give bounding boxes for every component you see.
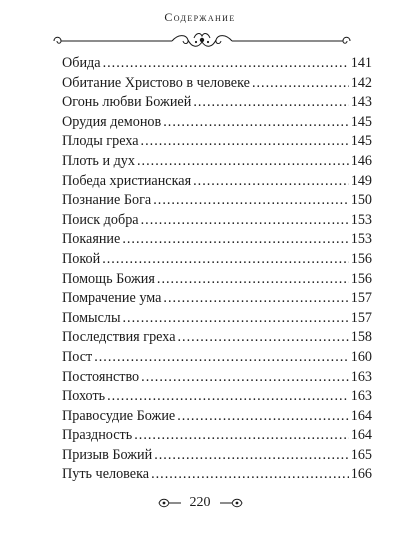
toc-entry-page: 145 [350,113,372,130]
toc-entry-page: 157 [350,309,372,326]
toc-entry [62,250,372,270]
toc-entry-page: 146 [350,152,372,169]
toc-entry [62,328,372,348]
toc-entry [62,132,372,152]
toc-entry [62,74,372,94]
dot-leader [102,250,349,270]
toc-entry [62,309,372,329]
toc-entry-page: 156 [350,250,372,267]
toc-entry [62,152,372,172]
toc-entry [62,426,372,446]
dot-leader [193,93,348,113]
toc-entry [62,270,372,290]
ornament-divider-icon [52,30,352,52]
page-footer [0,493,400,513]
dot-leader [178,328,349,348]
toc-entry-page: 158 [350,329,372,346]
toc-entry-title: Обида [62,55,101,71]
dot-leader [134,426,349,446]
toc-entry-title: Призыв Божий [62,446,153,463]
toc-entry-title: Плоть и дух [62,152,135,169]
toc-entry [62,407,372,427]
dot-leader [154,446,349,466]
toc-entry-title: Поиск добра [62,211,139,228]
toc-entry-title: Покаяние [62,231,121,248]
toc-entry [62,368,372,388]
toc-entry [62,93,372,113]
toc-entry-title: Постоянство [62,368,140,385]
dot-leader [153,191,348,211]
page-number: 220 [189,495,211,510]
dot-leader [103,54,349,74]
dot-leader [252,74,349,94]
toc-entry-title: Помыслы [62,309,121,326]
toc-entry-title: Путь человека [62,466,150,483]
dot-leader [177,407,348,427]
toc-entry-page: 165 [350,446,372,463]
toc-entry [62,191,372,211]
toc-entry-title: Победа христианская [62,172,192,189]
toc-entry-title: Познание Бога [62,192,152,209]
dot-leader [122,230,348,250]
toc-entry-title: Плоды греха [62,133,139,150]
toc-entry [62,289,372,309]
dot-leader [141,211,349,231]
toc-entry [62,446,372,466]
toc-entry-page: 164 [350,427,372,444]
toc-entry-title: Помощь Божия [62,270,155,287]
toc-entry-title: Помрачение ума [62,290,162,307]
toc-entry-title: Огонь любви Божией [62,94,192,111]
toc-entry [62,211,372,231]
toc-entry-page: 156 [350,270,372,287]
toc-entry-page: 164 [350,407,372,424]
toc-entry-page: 163 [350,368,372,385]
toc-entry-title: Похоть [62,388,106,405]
flourish-right-icon [218,497,244,509]
toc-entry-title: Пост [62,348,93,365]
toc-entry [62,54,372,74]
toc-entry-title: Праздность [62,427,133,444]
dot-leader [163,289,348,309]
toc-entry-page: 145 [350,133,372,150]
toc-entry-page: 160 [350,348,372,365]
toc-entry-title: Орудия демонов [62,113,162,130]
toc-entry [62,172,372,192]
dot-leader [94,348,349,368]
dot-leader [151,465,349,485]
table-of-contents [62,54,372,485]
toc-entry [62,465,372,485]
toc-entry-page: 166 [350,466,372,483]
toc-entry-page: 157 [350,290,372,307]
flourish-left-icon [157,497,183,509]
dot-leader [141,368,349,388]
toc-entry-title: Правосудие Божие [62,407,176,424]
toc-entry [62,113,372,133]
toc-entry-page: 153 [350,231,372,248]
toc-entry-title: Обитание Христово в человеке [62,74,250,91]
dot-leader [157,270,349,290]
dot-leader [163,113,349,133]
toc-entry-title: Последствия греха [62,329,176,346]
toc-entry-page: 141 [350,55,372,71]
running-header: Содержание [164,10,236,24]
toc-entry-page: 149 [350,172,372,189]
toc-entry [62,387,372,407]
dot-leader [107,387,349,407]
toc-entry-page: 142 [350,74,372,91]
dot-leader [123,309,349,329]
toc-entry-title: Покой [62,250,101,267]
toc-entry [62,230,372,250]
dot-leader [137,152,349,172]
dot-leader [193,172,349,192]
toc-entry-page: 150 [350,192,372,209]
toc-entry-page: 163 [350,388,372,405]
toc-entry-page: 143 [350,94,372,111]
toc-entry [62,348,372,368]
dot-leader [141,132,349,152]
toc-entry-page: 153 [350,211,372,228]
